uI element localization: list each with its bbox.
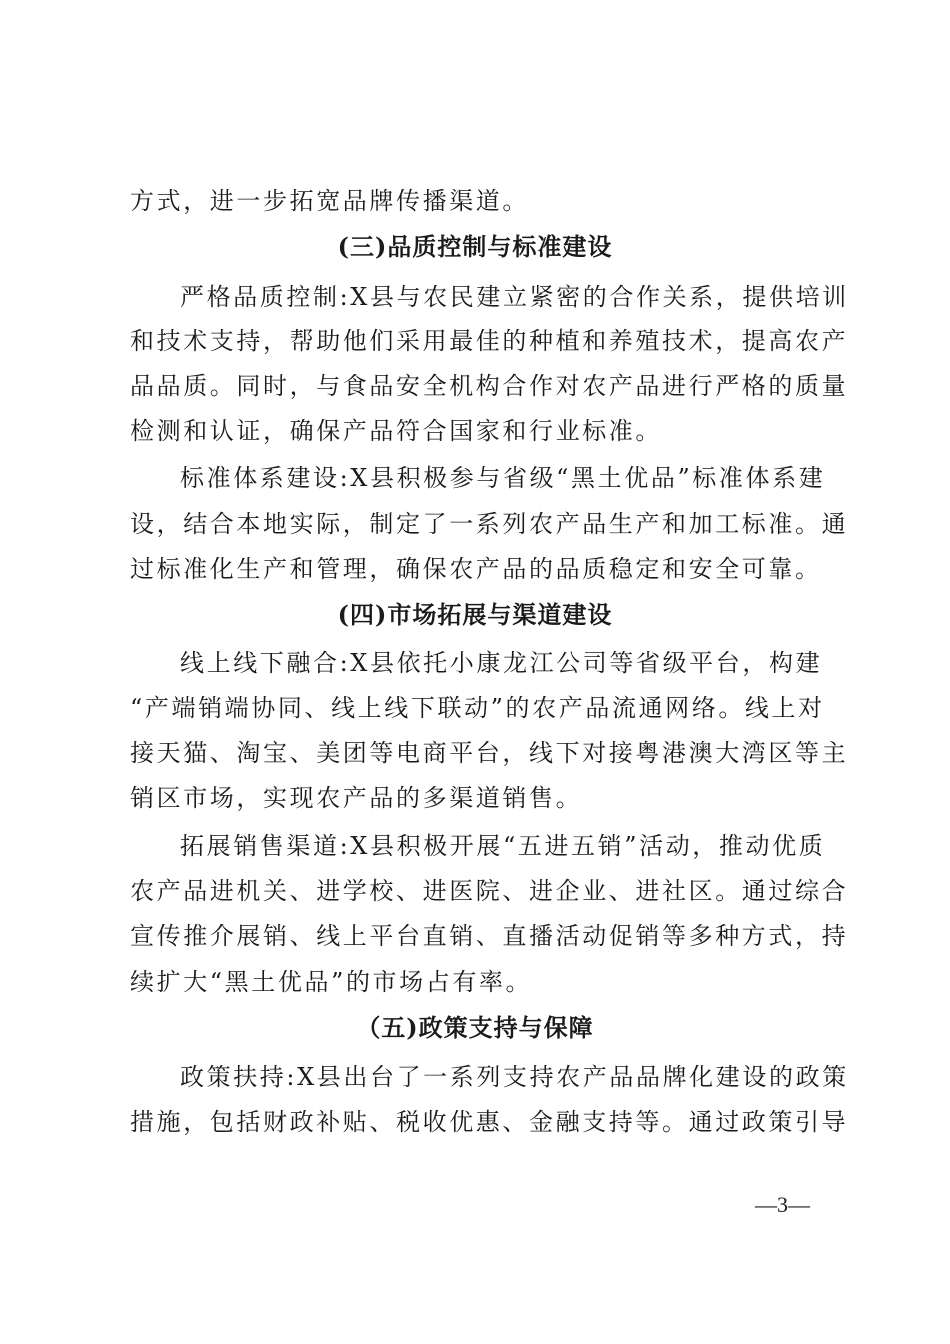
text-line: 宣传推介展销、线上平台直销、直播活动促销等多种方式，持 [130, 922, 849, 950]
text-line: 和技术支持，帮助他们采用最佳的种植和养殖技术，提高农产 [130, 327, 849, 355]
text-line: 过标准化生产和管理，确保农产品的品质稳定和安全可靠。 [130, 555, 822, 583]
section-heading-4: (四)市场拓展与渠道建设 [337, 600, 613, 629]
text-line: 续扩大“黑土优品”的市场占有率。 [130, 968, 533, 996]
page-number: —3— [755, 1192, 810, 1217]
text-line: 措施，包括财政补贴、税收优惠、金融支持等。通过政策引导 [130, 1108, 849, 1136]
text-line: 政策扶持:X县出台了一系列支持农产品品牌化建设的政策 [180, 1063, 849, 1091]
text-line: 品品质。同时，与食品安全机构合作对农产品进行严格的质量 [130, 372, 849, 400]
text-line: 销区市场，实现农产品的多渠道销售。 [130, 784, 583, 812]
text-line: 标准体系建设:X县积极参与省级“黑土优品”标准体系建 [180, 464, 826, 492]
section-heading-3: (三)品质控制与标准建设 [337, 232, 613, 261]
section-heading-5: （五)政策支持与保障 [356, 1013, 594, 1042]
text-line: 检测和认证，确保产品符合国家和行业标准。 [130, 417, 662, 445]
text-line: 拓展销售渠道:X县积极开展“五进五销”活动，推动优质 [180, 832, 826, 860]
text-line: 设，结合本地实际，制定了一系列农产品生产和加工标准。通 [130, 510, 849, 538]
text-line: 方式，进一步拓宽品牌传播渠道。 [130, 187, 529, 215]
text-line: 严格品质控制:X县与农民建立紧密的合作关系，提供培训 [180, 283, 849, 311]
text-line: 农产品进机关、进学校、进医院、进企业、进社区。通过综合 [130, 877, 849, 905]
text-line: 线上线下融合:X县依托小康龙江公司等省级平台，构建 [180, 649, 823, 677]
text-line: “产端销端协同、线上线下联动”的农产品流通网络。线上对 [130, 694, 825, 722]
text-line: 接天猫、淘宝、美团等电商平台，线下对接粤港澳大湾区等主 [130, 739, 849, 767]
